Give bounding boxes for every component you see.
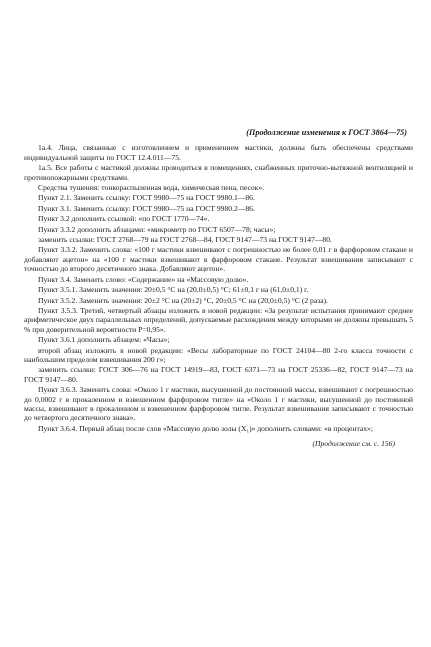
paragraph-3-5-1: Пункт 3.5.1. Заменить значения: 20±0,5 °С на (20,0±0,5) °С; 61±0,1 г на (61,0±0,1) г. [38,285,309,295]
paragraph-1a4: 1а.4. Лица, связанные с изготовлением и применением мастики, должны быть обеспечены средствами индивидуальной защиты по ГОСТ 12.4.011—75. [24,143,413,162]
paragraph-3-6-3: Пункт 3.6.3. Заменить слова: «Около 1 г мастики, высушенной до постоянной массы, взвешивают с погрешностью до 0,0002 г в прокаленном и взвешенном фарфоровом тигле» на «Около 1 г мастики, высушенной до постоянной массы, взвешивают в прокаленном и взвешенном фарфоровом тигле. Результат взвешивания записывают с точностью до четвертого десятичного знака». [24,385,413,423]
paragraph-3-3-2-words: Пункт 3.3.2. Заменить слова: «100 г мастики взвешивают с погрешностью не более 0,01 г в фарфоровом стакане и добавляют ацетон» на «100 г мастики взвешивают в фарфоровом стакане. Результат взвешивания записывают с точностью до второго десятичного знака. Добавляют ацетон». [24,245,413,274]
page-footer-continuation: (Продолжение см. с. 156) [312,439,395,449]
paragraph-replace-refs-1: заменить ссылки: ГОСТ 2768—79 на ГОСТ 2768—84, ГОСТ 9147—73 на ГОСТ 9147—80. [38,235,332,245]
paragraph-3-6-4: Пункт 3.6.4. Первый абзац после слов «Массовую долю золы (Х₁)» дополнить словами: «в процентах»; [38,423,373,433]
paragraph-replace-refs-2: заменить ссылки: ГОСТ 306—76 на ГОСТ 14919—83, ГОСТ 6371—73 на ГОСТ 25336—82, ГОСТ 9147—73 на ГОСТ 9147—80. [24,365,413,384]
paragraph-3-2: Пункт 3.2 дополнить ссылкой: «по ГОСТ 1770—74». [38,214,210,224]
paragraph-second-abzac: второй абзац изложить в новой редакции: «Весы лабораторные по ГОСТ 24104—80 2-го класса точности с наибольшим пределом взвешивания 200 г»; [24,345,413,364]
paragraph-2-1: Пункт 2.1. Заменить ссылку: ГОСТ 9980—75 на ГОСТ 9980.1—86. [38,193,255,203]
paragraph-3-4: Пункт 3.4. Заменить слово: «Содержание» на «Массовую долю». [38,274,249,284]
paragraph-3-3-2-add: Пункт 3.3.2 дополнить абзацами: «микрометр по ГОСТ 6507—78; часы»; [38,224,276,234]
paragraph-1a5: 1а.5. Все работы с мастикой должны проводиться в помещениях, снабженных приточно-вытяжной вентиляцией и противопожарными средствами. [24,163,413,182]
paragraph-3-6-1: Пункт 3.6.1 дополнить абзацем: «Часы»; [38,335,170,345]
page-header: (Продолжение изменения к ГОСТ 3864—75) [246,128,407,137]
paragraph-3-1: Пункт 3.1. Заменить ссылку: ГОСТ 9980—75 на ГОСТ 9980.2—86. [38,203,255,213]
paragraph-extinguishing: Средства тушения: тонкораспыленная вода, химическая пена, песок». [38,183,265,193]
paragraph-3-5-2: Пункт 3.5.2. Заменить значения: 20±2 °С на (20±2) °С, 20±0,5 °С на (20,0±0,5) °С (2 раза). [38,295,329,305]
paragraph-3-5-3: Пункт 3.5.3. Третий, четвертый абзацы изложить в новой редакции: «За результат испытания принимают среднее арифметическое двух параллельных определений, допускаемые расхождения между которыми не должны превышать 5 % при доверительной вероятности Р=0,95». [24,305,413,334]
